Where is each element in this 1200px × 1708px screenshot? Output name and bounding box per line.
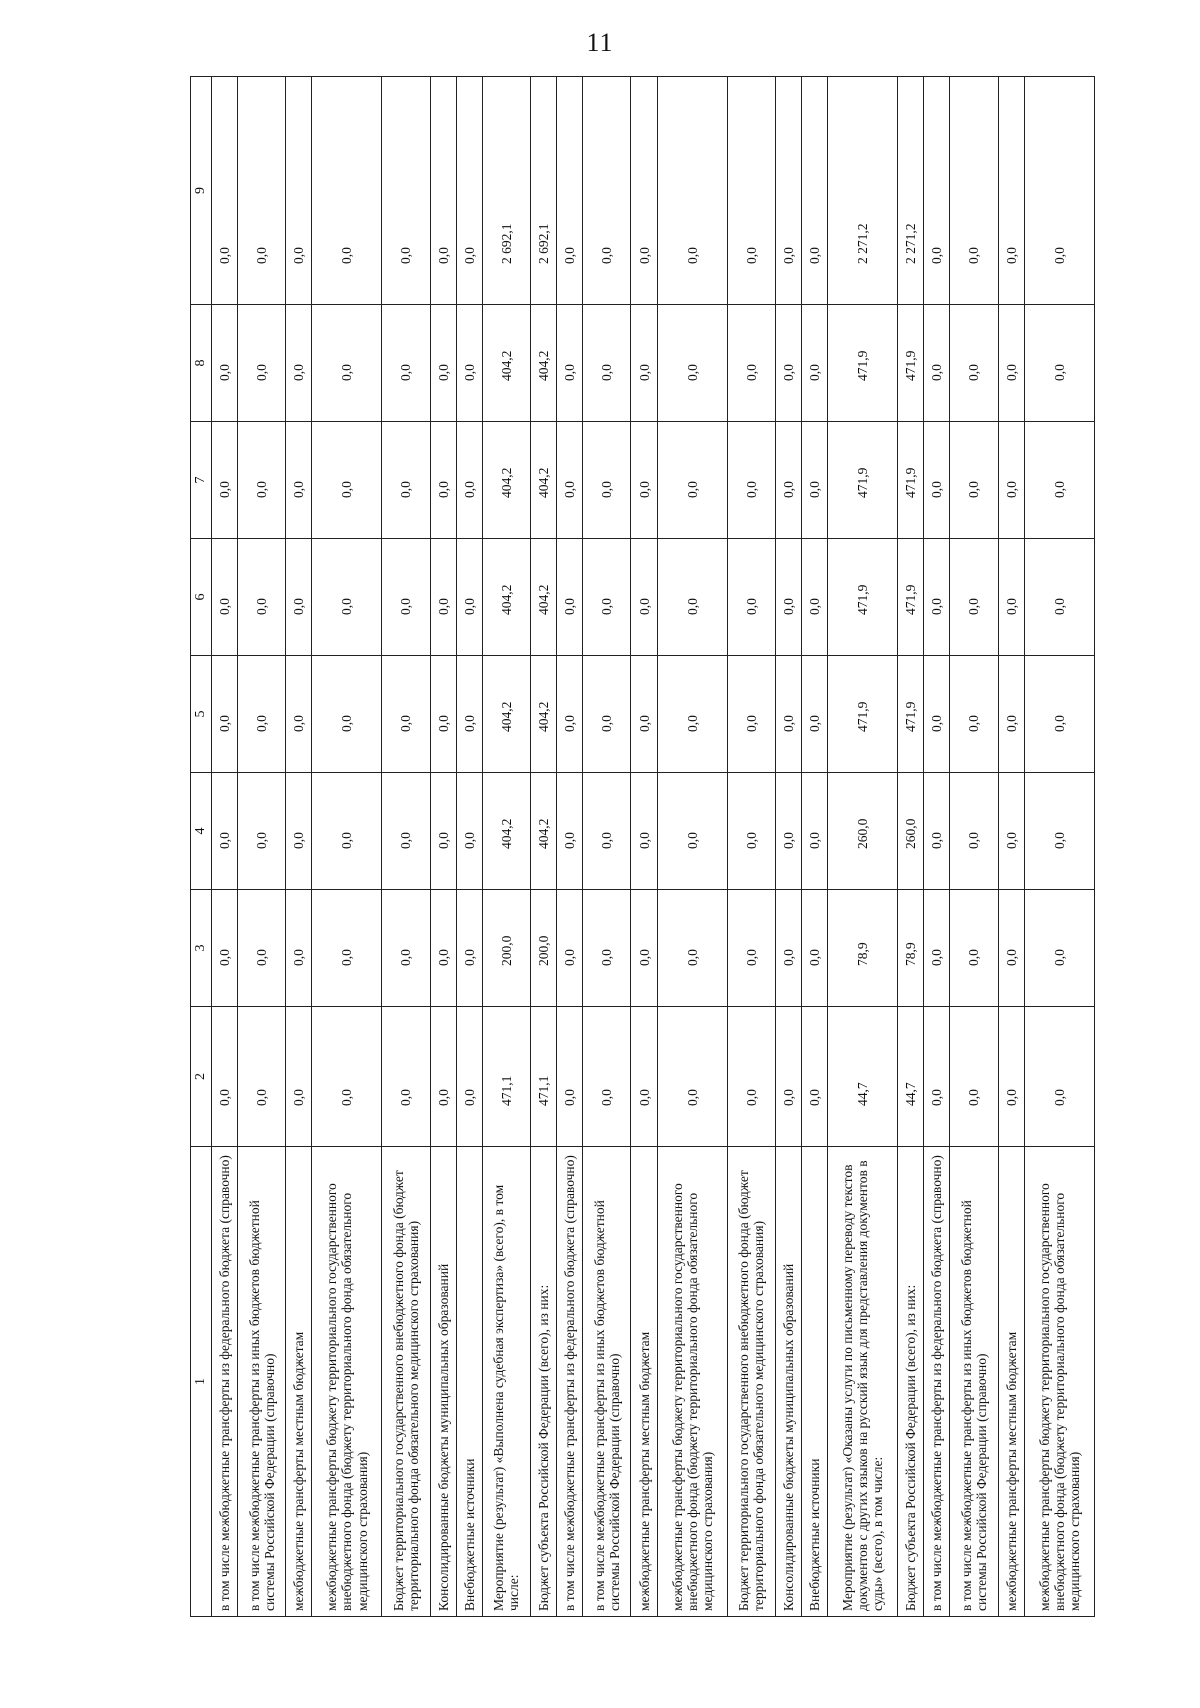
- table-row: [312, 77, 382, 1617]
- value-cell: 0,0: [998, 305, 1024, 422]
- value-cell: 0,0: [924, 656, 950, 773]
- value-cell: 0,0: [775, 1007, 801, 1147]
- value-cell: 0,0: [382, 656, 430, 773]
- column-header: 7: [191, 422, 212, 539]
- value-cell: 471,9: [828, 656, 898, 773]
- value-cell: 0,0: [631, 890, 657, 1007]
- value-cell: 0,0: [727, 1007, 775, 1147]
- row-label: Консолидированные бюджеты муниципальных образований: [430, 1147, 456, 1617]
- value-cell: 0,0: [801, 773, 827, 890]
- value-cell: 0,0: [998, 773, 1024, 890]
- value-cell: 0,0: [1024, 890, 1094, 1007]
- value-cell: 0,0: [1024, 539, 1094, 656]
- value-cell: 404,2: [482, 305, 530, 422]
- value-cell: 0,0: [998, 656, 1024, 773]
- value-cell: 0,0: [775, 656, 801, 773]
- value-cell: 0,0: [312, 656, 382, 773]
- value-cell: 0,0: [1024, 1007, 1094, 1147]
- value-cell: 404,2: [482, 773, 530, 890]
- table-row: [557, 77, 583, 1617]
- value-cell: 404,2: [482, 422, 530, 539]
- value-cell: 0,0: [456, 77, 482, 305]
- value-cell: 0,0: [557, 77, 583, 305]
- value-cell: 0,0: [312, 422, 382, 539]
- value-cell: 0,0: [583, 305, 631, 422]
- value-cell: 0,0: [286, 890, 312, 1007]
- value-cell: 0,0: [430, 890, 456, 1007]
- row-label: Консолидированные бюджеты муниципальных образований: [775, 1147, 801, 1617]
- value-cell: 0,0: [924, 422, 950, 539]
- value-cell: 471,9: [828, 539, 898, 656]
- value-cell: 0,0: [430, 1007, 456, 1147]
- row-label: Бюджет территориального государственного внебюджетного фонда (бюджет территориального фонда обязательного медицинского страхования): [727, 1147, 775, 1617]
- value-cell: 0,0: [286, 656, 312, 773]
- value-cell: 0,0: [631, 656, 657, 773]
- value-cell: 0,0: [557, 890, 583, 1007]
- value-cell: 0,0: [657, 773, 727, 890]
- value-cell: 0,0: [312, 773, 382, 890]
- value-cell: 0,0: [456, 890, 482, 1007]
- table-row: [212, 77, 238, 1617]
- value-cell: 0,0: [286, 773, 312, 890]
- value-cell: 471,9: [828, 422, 898, 539]
- value-cell: 0,0: [775, 539, 801, 656]
- value-cell: 0,0: [382, 539, 430, 656]
- value-cell: 0,0: [998, 890, 1024, 1007]
- value-cell: 0,0: [456, 656, 482, 773]
- row-label: в том числе межбюджетные трансферты из федерального бюджета (справочно): [212, 1147, 238, 1617]
- value-cell: 0,0: [382, 422, 430, 539]
- row-label: межбюджетные трансферты бюджету территориального государственного внебюджетного фонда (бюджету территориального фонда обязательного медицинского страхования): [657, 1147, 727, 1617]
- row-label: межбюджетные трансферты бюджету территориального государственного внебюджетного фонда (бюджету территориального фонда обязательного медицинского страхования): [1024, 1147, 1094, 1617]
- value-cell: 0,0: [727, 422, 775, 539]
- value-cell: 0,0: [657, 1007, 727, 1147]
- value-cell: 0,0: [775, 77, 801, 305]
- value-cell: 0,0: [583, 77, 631, 305]
- value-cell: 0,0: [286, 77, 312, 305]
- table-row: [238, 77, 286, 1617]
- value-cell: 0,0: [631, 77, 657, 305]
- value-cell: 0,0: [950, 890, 998, 1007]
- value-cell: 0,0: [238, 773, 286, 890]
- table-row: [583, 77, 631, 1617]
- value-cell: 0,0: [727, 305, 775, 422]
- column-header: 3: [191, 890, 212, 1007]
- value-cell: 0,0: [998, 77, 1024, 305]
- value-cell: 404,2: [482, 656, 530, 773]
- column-header: 2: [191, 1007, 212, 1147]
- value-cell: 0,0: [998, 422, 1024, 539]
- table-header-row: [191, 77, 212, 1617]
- value-cell: 260,0: [828, 773, 898, 890]
- value-cell: 0,0: [801, 1007, 827, 1147]
- value-cell: 44,7: [898, 1007, 924, 1147]
- value-cell: 0,0: [775, 773, 801, 890]
- row-label: Внебюджетные источники: [801, 1147, 827, 1617]
- table-row: [775, 77, 801, 1617]
- value-cell: 0,0: [801, 890, 827, 1007]
- value-cell: 0,0: [727, 539, 775, 656]
- value-cell: 2 692,1: [482, 77, 530, 305]
- value-cell: 0,0: [382, 890, 430, 1007]
- value-cell: 0,0: [286, 1007, 312, 1147]
- value-cell: 0,0: [583, 1007, 631, 1147]
- value-cell: 0,0: [212, 422, 238, 539]
- value-cell: 0,0: [727, 77, 775, 305]
- row-label: межбюджетные трансферты бюджету территориального государственного внебюджетного фонда (бюджету территориального фонда обязательного медицинского страхования): [312, 1147, 382, 1617]
- value-cell: 0,0: [456, 539, 482, 656]
- value-cell: 0,0: [456, 422, 482, 539]
- value-cell: 0,0: [801, 305, 827, 422]
- value-cell: 0,0: [583, 773, 631, 890]
- value-cell: 0,0: [312, 539, 382, 656]
- value-cell: 0,0: [1024, 305, 1094, 422]
- value-cell: 0,0: [212, 1007, 238, 1147]
- value-cell: 0,0: [1024, 77, 1094, 305]
- value-cell: 0,0: [238, 890, 286, 1007]
- value-cell: 2 271,2: [898, 77, 924, 305]
- table-row: [998, 77, 1024, 1617]
- column-header: 9: [191, 77, 212, 305]
- value-cell: 0,0: [557, 656, 583, 773]
- value-cell: 0,0: [212, 539, 238, 656]
- value-cell: 471,9: [828, 305, 898, 422]
- value-cell: 0,0: [583, 539, 631, 656]
- row-label: в том числе межбюджетные трансферты из федерального бюджета (справочно): [924, 1147, 950, 1617]
- value-cell: 471,9: [898, 422, 924, 539]
- value-cell: 471,9: [898, 656, 924, 773]
- value-cell: 0,0: [557, 305, 583, 422]
- row-label: Внебюджетные источники: [456, 1147, 482, 1617]
- value-cell: 2 692,1: [531, 77, 557, 305]
- value-cell: 0,0: [775, 422, 801, 539]
- value-cell: 0,0: [924, 1007, 950, 1147]
- value-cell: 404,2: [531, 539, 557, 656]
- row-label: межбюджетные трансферты местным бюджетам: [998, 1147, 1024, 1617]
- row-label: в том числе межбюджетные трансферты из иных бюджетов бюджетной системы Российской Федерации (справочно): [950, 1147, 998, 1617]
- budget-table: [190, 76, 1095, 1617]
- value-cell: 0,0: [727, 890, 775, 1007]
- table-row: [531, 77, 557, 1617]
- value-cell: 0,0: [238, 305, 286, 422]
- value-cell: 0,0: [631, 539, 657, 656]
- row-label: межбюджетные трансферты местным бюджетам: [631, 1147, 657, 1617]
- table-row: [482, 77, 530, 1617]
- value-cell: 404,2: [531, 773, 557, 890]
- value-cell: 200,0: [482, 890, 530, 1007]
- row-label: Бюджет субъекта Российской Федерации (всего), из них:: [898, 1147, 924, 1617]
- value-cell: 0,0: [212, 773, 238, 890]
- value-cell: 0,0: [775, 305, 801, 422]
- value-cell: 0,0: [312, 1007, 382, 1147]
- table-body: [212, 77, 1095, 1617]
- value-cell: 78,9: [828, 890, 898, 1007]
- value-cell: 0,0: [924, 773, 950, 890]
- value-cell: 0,0: [430, 422, 456, 539]
- value-cell: 200,0: [531, 890, 557, 1007]
- rotated-table-container: [190, 77, 1095, 1617]
- value-cell: 404,2: [482, 539, 530, 656]
- value-cell: 0,0: [382, 305, 430, 422]
- table-row: [631, 77, 657, 1617]
- table-row: [430, 77, 456, 1617]
- value-cell: 0,0: [727, 656, 775, 773]
- value-cell: 0,0: [430, 656, 456, 773]
- value-cell: 0,0: [212, 305, 238, 422]
- value-cell: 0,0: [631, 773, 657, 890]
- value-cell: 0,0: [657, 539, 727, 656]
- table-row: [382, 77, 430, 1617]
- column-header: 5: [191, 656, 212, 773]
- value-cell: 471,9: [898, 539, 924, 656]
- table-row: [657, 77, 727, 1617]
- value-cell: 0,0: [657, 656, 727, 773]
- value-cell: 260,0: [898, 773, 924, 890]
- value-cell: 404,2: [531, 656, 557, 773]
- page-number: 11: [586, 28, 614, 57]
- value-cell: 0,0: [950, 773, 998, 890]
- value-cell: 0,0: [382, 1007, 430, 1147]
- table-row: [456, 77, 482, 1617]
- column-header: 1: [191, 1147, 212, 1617]
- value-cell: 0,0: [238, 656, 286, 773]
- column-header: 6: [191, 539, 212, 656]
- value-cell: 0,0: [312, 305, 382, 422]
- value-cell: 0,0: [456, 1007, 482, 1147]
- row-label: Мероприятие (результат) «Выполнена судебная экспертиза» (всего), в том числе:: [482, 1147, 530, 1617]
- value-cell: 0,0: [430, 539, 456, 656]
- table-row: [727, 77, 775, 1617]
- value-cell: 0,0: [583, 656, 631, 773]
- value-cell: 0,0: [430, 77, 456, 305]
- value-cell: 0,0: [801, 539, 827, 656]
- value-cell: 0,0: [1024, 422, 1094, 539]
- value-cell: 404,2: [531, 305, 557, 422]
- value-cell: 0,0: [238, 422, 286, 539]
- value-cell: 0,0: [1024, 656, 1094, 773]
- row-label: межбюджетные трансферты местным бюджетам: [286, 1147, 312, 1617]
- value-cell: 0,0: [456, 773, 482, 890]
- value-cell: 0,0: [631, 1007, 657, 1147]
- value-cell: 0,0: [657, 305, 727, 422]
- value-cell: 0,0: [1024, 773, 1094, 890]
- value-cell: 0,0: [557, 773, 583, 890]
- value-cell: 0,0: [238, 539, 286, 656]
- value-cell: 0,0: [950, 77, 998, 305]
- value-cell: 0,0: [557, 539, 583, 656]
- value-cell: 0,0: [950, 422, 998, 539]
- row-label: Мероприятие (результат) «Оказаны услуги по письменному переводу текстов документов с других языков на русский язык для представления документов в суды» (всего), в том числе:: [828, 1147, 898, 1617]
- table-row: [950, 77, 998, 1617]
- value-cell: 0,0: [312, 890, 382, 1007]
- value-cell: 0,0: [631, 305, 657, 422]
- value-cell: 0,0: [286, 422, 312, 539]
- value-cell: 0,0: [801, 422, 827, 539]
- value-cell: 0,0: [924, 539, 950, 656]
- value-cell: 44,7: [828, 1007, 898, 1147]
- value-cell: 0,0: [657, 422, 727, 539]
- value-cell: 0,0: [775, 890, 801, 1007]
- value-cell: 0,0: [950, 539, 998, 656]
- value-cell: 0,0: [557, 422, 583, 539]
- row-label: Бюджет территориального государственного внебюджетного фонда (бюджет территориального фонда обязательного медицинского страхования): [382, 1147, 430, 1617]
- value-cell: 0,0: [924, 890, 950, 1007]
- table-row: [801, 77, 827, 1617]
- value-cell: 0,0: [727, 773, 775, 890]
- value-cell: 0,0: [950, 1007, 998, 1147]
- table-row: [828, 77, 898, 1617]
- value-cell: 0,0: [212, 656, 238, 773]
- value-cell: 471,1: [482, 1007, 530, 1147]
- row-label: в том числе межбюджетные трансферты из федерального бюджета (справочно): [557, 1147, 583, 1617]
- value-cell: 0,0: [583, 422, 631, 539]
- value-cell: 0,0: [312, 77, 382, 305]
- table-row: [286, 77, 312, 1617]
- value-cell: 0,0: [924, 77, 950, 305]
- value-cell: 2 271,2: [828, 77, 898, 305]
- table-row: [898, 77, 924, 1617]
- value-cell: 0,0: [924, 305, 950, 422]
- value-cell: 0,0: [238, 1007, 286, 1147]
- column-header: 8: [191, 305, 212, 422]
- row-label: в том числе межбюджетные трансферты из иных бюджетов бюджетной системы Российской Федерации (справочно): [238, 1147, 286, 1617]
- value-cell: 0,0: [382, 773, 430, 890]
- row-label: в том числе межбюджетные трансферты из иных бюджетов бюджетной системы Российской Федерации (справочно): [583, 1147, 631, 1617]
- value-cell: 0,0: [801, 77, 827, 305]
- value-cell: 0,0: [631, 422, 657, 539]
- value-cell: 404,2: [531, 422, 557, 539]
- value-cell: 0,0: [212, 890, 238, 1007]
- value-cell: 0,0: [801, 656, 827, 773]
- value-cell: 0,0: [950, 656, 998, 773]
- value-cell: 0,0: [456, 305, 482, 422]
- value-cell: 0,0: [382, 77, 430, 305]
- value-cell: 0,0: [430, 305, 456, 422]
- column-header: 4: [191, 773, 212, 890]
- value-cell: 0,0: [998, 539, 1024, 656]
- table-row: [1024, 77, 1094, 1617]
- value-cell: 0,0: [657, 77, 727, 305]
- value-cell: 78,9: [898, 890, 924, 1007]
- value-cell: 0,0: [657, 890, 727, 1007]
- row-label: Бюджет субъекта Российской Федерации (всего), из них:: [531, 1147, 557, 1617]
- value-cell: 0,0: [238, 77, 286, 305]
- value-cell: 0,0: [430, 773, 456, 890]
- value-cell: 0,0: [286, 539, 312, 656]
- value-cell: 0,0: [286, 305, 312, 422]
- value-cell: 0,0: [998, 1007, 1024, 1147]
- value-cell: 0,0: [950, 305, 998, 422]
- value-cell: 471,9: [898, 305, 924, 422]
- value-cell: 0,0: [583, 890, 631, 1007]
- table-row: [924, 77, 950, 1617]
- value-cell: 0,0: [212, 77, 238, 305]
- value-cell: 471,1: [531, 1007, 557, 1147]
- value-cell: 0,0: [557, 1007, 583, 1147]
